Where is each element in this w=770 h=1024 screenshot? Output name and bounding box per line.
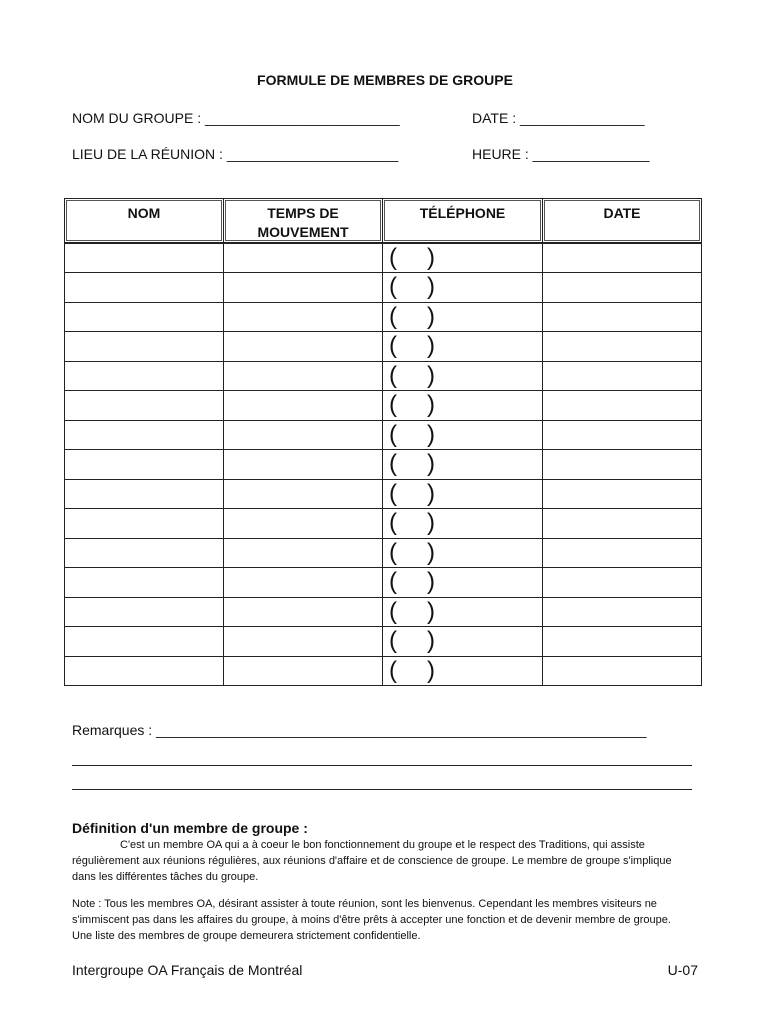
- cell-temps-mouvement[interactable]: [224, 568, 383, 598]
- footer-code: U-07: [667, 962, 698, 978]
- cell-temps-mouvement[interactable]: [224, 332, 383, 362]
- cell-telephone[interactable]: [383, 656, 543, 686]
- cell-telephone[interactable]: [383, 538, 543, 568]
- table-row: [65, 243, 702, 273]
- cell-temps-mouvement[interactable]: [224, 597, 383, 627]
- header-temps-mouvement: [224, 199, 383, 244]
- cell-nom[interactable]: [65, 538, 224, 568]
- paren-close: ): [427, 509, 435, 537]
- table-row: [65, 302, 702, 332]
- cell-telephone[interactable]: [383, 450, 543, 480]
- paren-open: (: [389, 656, 397, 684]
- paren-close: ): [427, 568, 435, 596]
- area-code-parentheses: [383, 570, 435, 594]
- paren-close: ): [427, 450, 435, 478]
- area-code-parentheses: [383, 361, 435, 389]
- cell-date[interactable]: [543, 538, 702, 568]
- members-table-body: [65, 243, 702, 686]
- table-row: [65, 656, 702, 686]
- cell-date[interactable]: [543, 479, 702, 509]
- note-paragraph: Note : Tous les membres OA, désirant assister à toute réunion, sont les bienvenus. Cependant les membres visiteurs ne s'immiscent pas dans les affaires du groupe, à moins d'être prêts à accepter une fonction et de devenir membre de groupe. Une liste des membres de groupe demeurera strictement confidentielle.: [72, 898, 671, 942]
- cell-nom[interactable]: [65, 302, 224, 332]
- cell-nom[interactable]: [65, 479, 224, 509]
- cell-telephone[interactable]: [383, 243, 543, 273]
- paren-close: ): [427, 479, 435, 507]
- cell-nom[interactable]: [65, 420, 224, 450]
- cell-nom[interactable]: [65, 361, 224, 391]
- paren-open: (: [389, 597, 397, 625]
- cell-date[interactable]: [543, 273, 702, 303]
- paren-open: (: [389, 627, 397, 655]
- paren-open: (: [389, 302, 397, 330]
- cell-temps-mouvement[interactable]: [224, 420, 383, 450]
- paren-open: (: [389, 244, 397, 271]
- cell-nom[interactable]: [65, 332, 224, 362]
- table-row: [65, 361, 702, 391]
- table-header-row: [65, 199, 702, 244]
- area-code-parentheses: [383, 275, 435, 299]
- paren-close: ): [427, 538, 435, 566]
- cell-telephone[interactable]: [383, 302, 543, 332]
- paren-open: (: [389, 361, 397, 389]
- paren-close: ): [427, 391, 435, 419]
- area-code-parentheses: [383, 656, 435, 684]
- table-row: [65, 420, 702, 450]
- cell-nom[interactable]: [65, 391, 224, 421]
- paren-open: (: [389, 568, 397, 596]
- cell-temps-mouvement[interactable]: [224, 509, 383, 539]
- definition-paragraph: C'est un membre OA qui a à coeur le bon fonctionnement du groupe et le respect des Traditions, qui assiste régulièrement aux réunions régulières, aux réunions d'affaire et de conscience de groupe. Le membre de groupe s'implique dans les différentes tâches du groupe.: [72, 839, 672, 883]
- cell-nom[interactable]: [65, 568, 224, 598]
- paren-close: ): [427, 302, 435, 330]
- cell-temps-mouvement[interactable]: [224, 656, 383, 686]
- cell-nom[interactable]: [65, 243, 224, 273]
- area-code-parentheses: [383, 452, 435, 476]
- cell-date[interactable]: [543, 361, 702, 391]
- cell-nom[interactable]: [65, 656, 224, 686]
- footer-organization: Intergroupe OA Français de Montréal: [72, 962, 303, 978]
- header-temps-line1: TEMPS DE: [267, 205, 339, 221]
- paren-close: ): [427, 656, 435, 684]
- remarks-line-2[interactable]: [72, 765, 692, 766]
- cell-temps-mouvement[interactable]: [224, 538, 383, 568]
- header-telephone: TÉLÉPHONE: [383, 199, 543, 244]
- remarks-line-3[interactable]: [72, 789, 692, 790]
- cell-date[interactable]: [543, 597, 702, 627]
- paren-close: ): [427, 273, 435, 301]
- cell-telephone[interactable]: [383, 332, 543, 362]
- cell-date[interactable]: [543, 656, 702, 686]
- date-field[interactable]: DATE : ________________: [472, 110, 645, 126]
- area-code-parentheses: [383, 334, 435, 358]
- header-nom: NOM: [65, 199, 224, 244]
- cell-telephone[interactable]: [383, 420, 543, 450]
- table-row: [65, 332, 702, 362]
- area-code-parentheses: [383, 302, 435, 330]
- paren-close: ): [427, 420, 435, 448]
- cell-temps-mouvement[interactable]: [224, 479, 383, 509]
- meeting-place-field[interactable]: LIEU DE LA RÉUNION : ______________________: [72, 146, 399, 162]
- cell-temps-mouvement[interactable]: [224, 273, 383, 303]
- area-code-parentheses: [383, 538, 435, 566]
- cell-date[interactable]: [543, 509, 702, 539]
- table-row: [65, 450, 702, 480]
- paren-close: ): [427, 361, 435, 389]
- cell-date[interactable]: [543, 450, 702, 480]
- area-code-parentheses: [383, 246, 435, 270]
- form-title: FORMULE DE MEMBRES DE GROUPE: [257, 72, 513, 88]
- cell-telephone[interactable]: [383, 627, 543, 657]
- paren-open: (: [389, 450, 397, 478]
- paren-close: ): [427, 627, 435, 655]
- time-field[interactable]: HEURE : _______________: [472, 146, 650, 162]
- cell-telephone[interactable]: [383, 509, 543, 539]
- cell-nom[interactable]: [65, 597, 224, 627]
- cell-telephone[interactable]: [383, 391, 543, 421]
- cell-temps-mouvement[interactable]: [224, 450, 383, 480]
- table-row: [65, 568, 702, 598]
- cell-date[interactable]: [543, 627, 702, 657]
- table-row: [65, 479, 702, 509]
- paren-open: (: [389, 273, 397, 301]
- cell-telephone[interactable]: [383, 568, 543, 598]
- header-temps-line2: MOUVEMENT: [257, 224, 349, 240]
- table-row: [65, 597, 702, 627]
- cell-nom[interactable]: [65, 627, 224, 657]
- table-row: [65, 391, 702, 421]
- cell-temps-mouvement[interactable]: [224, 302, 383, 332]
- paren-open: (: [389, 420, 397, 448]
- cell-date[interactable]: [543, 568, 702, 598]
- cell-date[interactable]: [543, 391, 702, 421]
- paren-open: (: [389, 332, 397, 360]
- paren-open: (: [389, 538, 397, 566]
- cell-date[interactable]: [543, 302, 702, 332]
- cell-temps-mouvement[interactable]: [224, 627, 383, 657]
- cell-nom[interactable]: [65, 509, 224, 539]
- cell-temps-mouvement[interactable]: [224, 391, 383, 421]
- cell-date[interactable]: [543, 332, 702, 362]
- header-date: DATE: [543, 199, 702, 244]
- cell-temps-mouvement[interactable]: [224, 243, 383, 273]
- paren-open: (: [389, 509, 397, 537]
- cell-telephone[interactable]: [383, 479, 543, 509]
- table-row: [65, 273, 702, 303]
- area-code-parentheses: [383, 597, 435, 625]
- paren-close: ): [427, 597, 435, 625]
- cell-nom[interactable]: [65, 450, 224, 480]
- table-row: [65, 627, 702, 657]
- area-code-parentheses: [383, 479, 435, 507]
- cell-temps-mouvement[interactable]: [224, 361, 383, 391]
- area-code-parentheses: [383, 511, 435, 535]
- cell-telephone[interactable]: [383, 273, 543, 303]
- cell-date[interactable]: [543, 243, 702, 273]
- area-code-parentheses: [383, 393, 435, 417]
- area-code-parentheses: [383, 420, 435, 448]
- area-code-parentheses: [383, 629, 435, 653]
- definition-title: Définition d'un membre de groupe :: [72, 820, 308, 836]
- table-row: [65, 538, 702, 568]
- group-name-field[interactable]: NOM DU GROUPE : _________________________: [72, 110, 400, 126]
- cell-date[interactable]: [543, 420, 702, 450]
- remarks-field[interactable]: Remarques : _______________________________________________________________: [72, 722, 647, 738]
- cell-nom[interactable]: [65, 273, 224, 303]
- table-row: [65, 509, 702, 539]
- cell-telephone[interactable]: [383, 597, 543, 627]
- paren-close: ): [427, 332, 435, 360]
- paren-open: (: [389, 479, 397, 507]
- cell-telephone[interactable]: [383, 361, 543, 391]
- members-table: [64, 198, 702, 686]
- paren-close: ): [427, 244, 435, 271]
- paren-open: (: [389, 391, 397, 419]
